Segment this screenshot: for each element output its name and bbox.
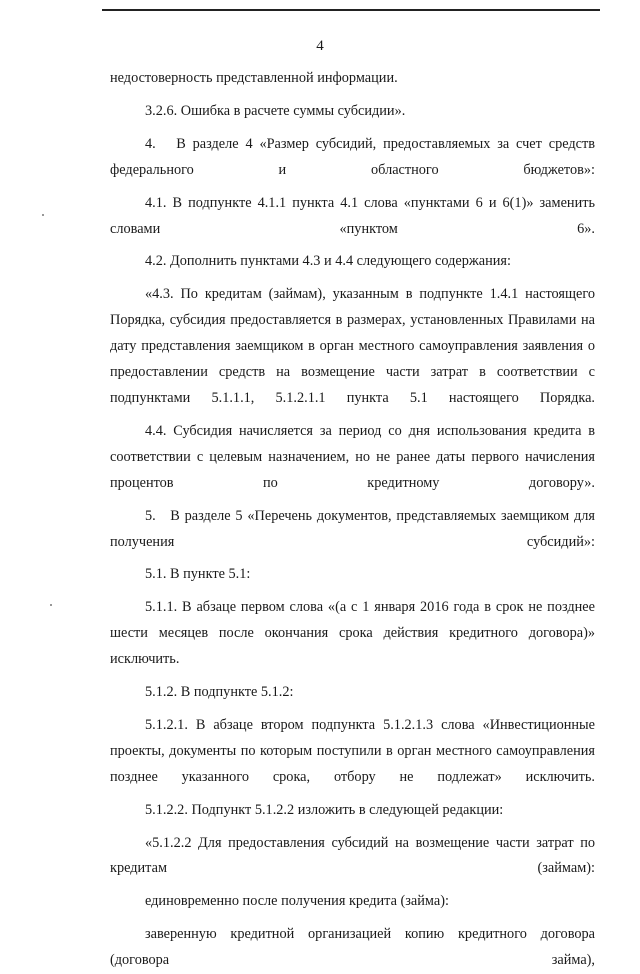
paragraph: 4. В разделе 4 «Размер субсидий, предоставляемых за счет средств федерального и областного бюджетов»:: [110, 135, 595, 178]
paragraph: «4.3. По кредитам (займам), указанным в подпункте 1.4.1 настоящего Порядка, субсидия предоставляется в размерах, установленных Правилами на дату представления заемщиком в орган местного самоуправления заявления о предоставлении средств на возмещение части затрат в соответствии с подпунктами 5.1.1.1, 5.1.2.1.1 пункта 5.1 настоящего Порядка.: [110, 286, 595, 406]
top-rule: [102, 9, 600, 11]
paragraph: 5. В разделе 5 «Перечень документов, представляемых заемщиком для получения субсидий»:: [110, 507, 595, 550]
paragraph: 4.4. Субсидия начисляется за период со дня использования кредита в соответствии с целевым назначением, но не ранее даты первого начисления процентов по кредитному договору».: [110, 422, 595, 491]
paragraph: 4.1. В подпункте 4.1.1 пункта 4.1 слова «пунктами 6 и 6(1)» заменить словами «пунктом 6».: [110, 194, 595, 237]
paragraph: 4.2. Дополнить пунктами 4.3 и 4.4 следующего содержания:: [145, 253, 511, 270]
paragraph: 5.1. В пункте 5.1:: [145, 566, 251, 583]
paragraph: 3.2.6. Ошибка в расчете суммы субсидии».: [145, 102, 406, 119]
paragraph: единовременно после получения кредита (займа):: [145, 893, 449, 910]
paragraph: «5.1.2.2 Для предоставления субсидий на возмещение части затрат по кредитам (займам):: [110, 834, 595, 877]
scan-speck: [42, 214, 44, 216]
document-body: [110, 66, 595, 974]
paragraph: недостоверность представленной информации.: [110, 70, 398, 86]
paragraph: 5.1.2.1. В абзаце втором подпункта 5.1.2.1.3 слова «Инвестиционные проекты, документы по которым поступили в орган местного самоуправления позднее указанного срока, отбору не подлежат» исключить.: [110, 716, 595, 785]
paragraph: 5.1.2. В подпункте 5.1.2:: [145, 684, 294, 701]
scan-speck: [50, 604, 52, 606]
paragraph: 5.1.2.2. Подпункт 5.1.2.2 изложить в следующей редакции:: [145, 801, 504, 818]
paragraph: 5.1.1. В абзаце первом слова «(а с 1 января 2016 года в срок не позднее шести месяцев после окончания срока действия кредитного договора)» исключить.: [110, 599, 595, 668]
page-number: 4: [316, 38, 324, 54]
paragraph: заверенную кредитной организацией копию кредитного договора (договора займа),: [110, 926, 595, 969]
